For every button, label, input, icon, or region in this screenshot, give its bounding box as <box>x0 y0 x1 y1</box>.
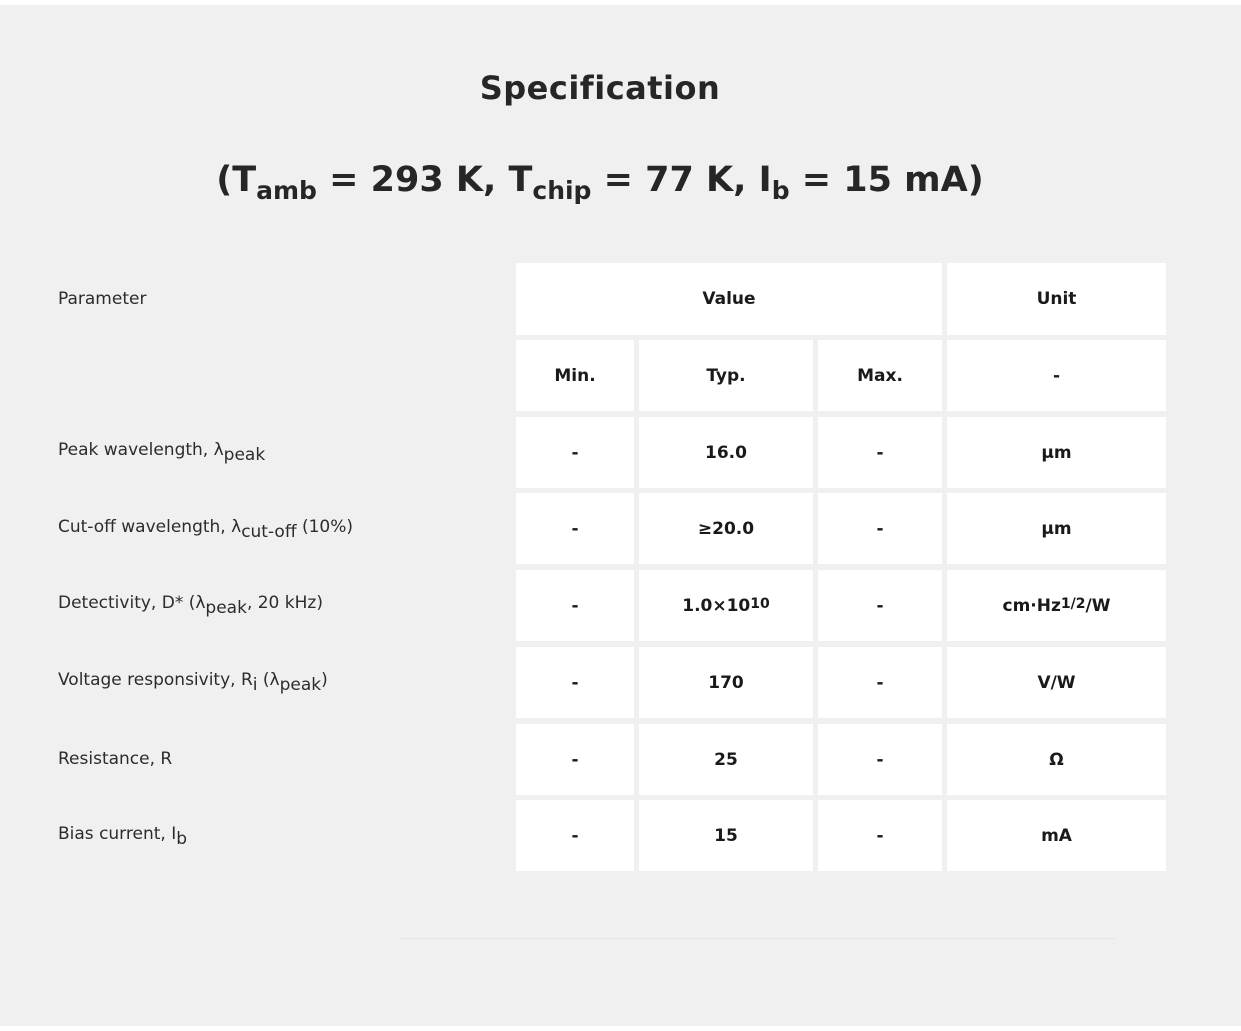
typ-header: Typ. <box>639 340 813 411</box>
unit-cell: μm <box>947 417 1166 488</box>
conditions-text: (T <box>216 160 257 200</box>
typ-cell: 16.0 <box>639 417 813 488</box>
typ-cell: 170 <box>639 647 813 718</box>
unit-cell: μm <box>947 493 1166 564</box>
min-cell: - <box>516 724 634 795</box>
max-cell: - <box>818 417 942 488</box>
label-text: Detectivity, D* (λ <box>58 593 206 613</box>
unit-cell: cm·Hz $^{1/2}$ /W <box>947 570 1166 641</box>
label-subscript: b <box>176 829 188 849</box>
label-subscript: peak <box>205 598 247 618</box>
max-cell: - <box>818 647 942 718</box>
label-text: Bias current, I <box>58 824 177 844</box>
max-cell: - <box>818 570 942 641</box>
label-text: Resistance, R <box>58 749 173 769</box>
typ-cell: 1.0×10 $^{10}$ <box>639 570 813 641</box>
divider <box>400 938 1115 939</box>
value-header: Value <box>516 263 942 335</box>
page <box>0 5 1241 1026</box>
row-label <box>58 670 328 695</box>
label-subscript: i <box>252 675 258 695</box>
label-text: Peak wavelength, λ <box>58 440 224 460</box>
label-tail: , 20 kHz) <box>246 593 323 613</box>
unit-cell: Ω <box>947 724 1166 795</box>
conditions-text: = 77 K, I <box>591 160 772 200</box>
unit-tail: /W <box>1085 595 1111 616</box>
min-cell: - <box>516 493 634 564</box>
i-b-subscript: b <box>771 176 790 205</box>
typ-cell: ≥20.0 <box>639 493 813 564</box>
label-subscript: cut-off <box>241 522 297 542</box>
min-header: Min. <box>516 340 634 411</box>
unit-cell: mA <box>947 800 1166 871</box>
label-tail: (10%) <box>296 517 354 537</box>
label-subscript: peak <box>279 675 322 695</box>
t-chip-subscript: chip <box>532 176 592 205</box>
max-cell: - <box>818 724 942 795</box>
row-label <box>58 824 188 849</box>
row-label <box>58 440 266 465</box>
conditions-text: = 293 K, T <box>316 160 533 200</box>
row-label <box>58 749 172 769</box>
row-label <box>58 517 354 542</box>
label-text: Cut-off wavelength, λ <box>58 517 242 537</box>
typ-cell: 15 <box>639 800 813 871</box>
measurement-conditions <box>0 160 1200 205</box>
min-cell: - <box>516 647 634 718</box>
page-title: Specification <box>479 69 721 107</box>
t-amb-subscript: amb <box>256 176 317 205</box>
label-text: (λ <box>257 670 280 690</box>
unit-subheader: - <box>947 340 1166 411</box>
unit-header: Unit <box>947 263 1166 335</box>
label-tail: ) <box>321 670 328 690</box>
unit-cell: V/W <box>947 647 1166 718</box>
conditions-text: = 15 mA) <box>789 160 984 200</box>
row-label <box>58 593 323 618</box>
max-cell: - <box>818 493 942 564</box>
typ-value: 1.0×10 <box>682 595 751 616</box>
max-cell: - <box>818 800 942 871</box>
label-subscript: peak <box>223 445 266 465</box>
unit-text: cm·Hz <box>1002 595 1061 616</box>
label-text: Voltage responsivity, R <box>58 670 253 690</box>
min-cell: - <box>516 800 634 871</box>
typ-cell: 25 <box>639 724 813 795</box>
parameter-header: Parameter <box>58 289 147 309</box>
min-cell: - <box>516 417 634 488</box>
min-cell: - <box>516 570 634 641</box>
max-header: Max. <box>818 340 942 411</box>
